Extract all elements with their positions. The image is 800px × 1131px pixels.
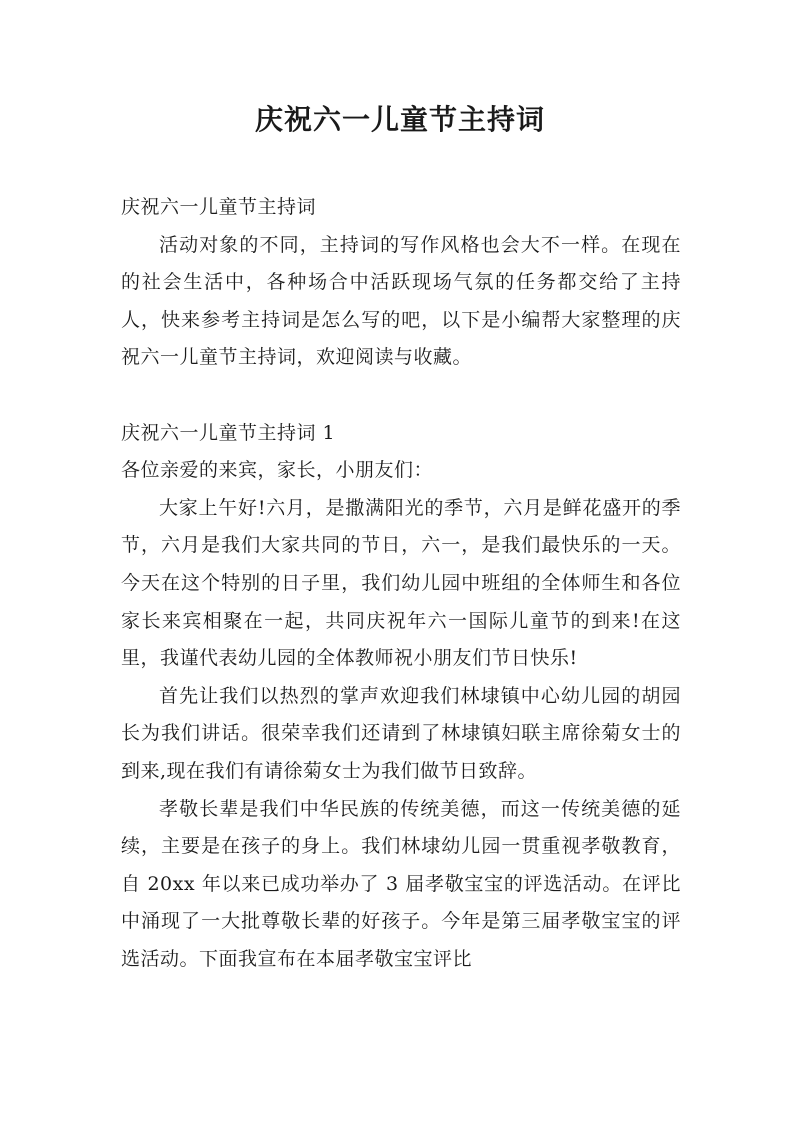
subtitle: 庆祝六一儿童节主持词 [121, 196, 317, 218]
greeting: 各位亲爱的来宾，家长，小朋友们： [121, 459, 434, 482]
body-paragraph: 首先让我们以热烈的掌声欢迎我们林埭镇中心幼儿园的胡园长为我们讲话。很荣幸我们还请到了林埭镇妇联主席徐菊女士的到来,现在我们有请徐菊女士为我们做节日致辞。 [121, 684, 681, 782]
section-heading: 庆祝六一儿童节主持词 1 [121, 421, 336, 444]
document-title: 庆祝六一儿童节主持词 [254, 103, 545, 136]
body-paragraph: 大家上午好!六月，是撒满阳光的季节，六月是鲜花盛开的季节，六月是我们大家共同的节日，六一，是我们最快乐的一天。今天在这个特别的日子里，我们幼儿园中班组的全体师生和各位家长来宾相聚在一起，共同庆祝年六一国际儿童节的到来!在这里，我谨代表幼儿园的全体教师祝小朋友们节日快乐! [121, 496, 681, 670]
paragraph-gap [121, 377, 681, 415]
document-body [121, 189, 681, 978]
intro-paragraph: 活动对象的不同，主持词的写作风格也会大不一样。在现在的社会生活中，各种场合中活跃现场气氛的任务都交给了主持人，快来参考主持词是怎么写的吧，以下是小编帮大家整理的庆祝六一儿童节主持词，欢迎阅读与收藏。 [121, 233, 681, 369]
body-paragraph: 孝敬长辈是我们中华民族的传统美德，而这一传统美德的延续，主要是在孩子的身上。我们林埭幼儿园一贯重视孝敬教育，自 20xx 年以来已成功举办了 3 届孝敬宝宝的评选活动。在评比中涌现了一大批尊敬长辈的好孩子。今年是第三届孝敬宝宝的评选活动。下面我宣布在本届孝敬宝宝评比 [121, 797, 681, 970]
